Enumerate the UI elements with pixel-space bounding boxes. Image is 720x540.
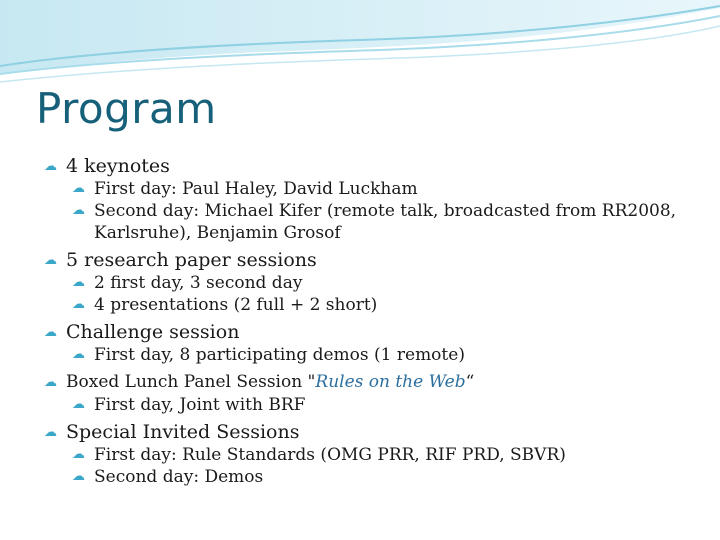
bullet-outline	[44, 150, 704, 488]
cloud-bullet-icon: ☁	[44, 425, 57, 440]
bullet-boxed-lunch-panel	[44, 370, 704, 394]
bullet-text: 4 presentations (2 full + 2 short)	[94, 295, 378, 315]
bullet-research-sessions	[44, 248, 704, 272]
cloud-bullet-icon: ☁	[72, 275, 85, 290]
bullet-special-invited	[44, 420, 704, 444]
bullet-challenge-session	[44, 320, 704, 344]
bullet-text: 2 first day, 3 second day	[94, 273, 303, 293]
bullet-demos-day	[44, 466, 704, 488]
bullet-keynote-first-day	[44, 178, 704, 200]
bullet-text: First day, 8 participating demos (1 remote)	[94, 345, 465, 365]
bullet-panel-detail	[44, 394, 704, 416]
bullet-text: Second day: Michael Kifer (remote talk, broadcasted from RR2008, Karlsruhe), Benjamin Grosof	[94, 201, 677, 243]
cloud-bullet-icon: ☁	[72, 347, 85, 362]
cloud-bullet-icon: ☁	[44, 253, 57, 268]
cloud-bullet-icon: ☁	[44, 159, 57, 174]
cloud-bullet-icon: ☁	[72, 203, 85, 218]
cloud-bullet-icon: ☁	[72, 447, 85, 462]
cloud-bullet-icon: ☁	[44, 325, 57, 340]
cloud-bullet-icon: ☁	[72, 397, 85, 412]
bullet-text: 5 research paper sessions	[66, 249, 317, 271]
bullet-text: 4 keynotes	[66, 155, 170, 177]
bullet-text: First day: Rule Standards (OMG PRR, RIF PRD, SBVR)	[94, 445, 566, 465]
bullet-keynotes	[44, 154, 704, 178]
bullet-rule-standards	[44, 444, 704, 466]
cloud-bullet-icon: ☁	[72, 297, 85, 312]
cloud-bullet-icon: ☁	[72, 469, 85, 484]
cloud-bullet-icon: ☁	[44, 375, 57, 390]
bullet-keynote-second-day	[44, 200, 704, 244]
bullet-text: Boxed Lunch Panel Session "	[66, 372, 316, 392]
bullet-session-split	[44, 272, 704, 294]
bullet-text: Challenge session	[66, 321, 240, 343]
header-wave-decoration	[0, 0, 720, 90]
bullet-text: First day, Joint with BRF	[94, 395, 306, 415]
bullet-presentations	[44, 294, 704, 316]
bullet-text: Second day: Demos	[94, 467, 264, 487]
bullet-text-closing-quote: “	[465, 372, 475, 392]
bullet-text: Special Invited Sessions	[66, 421, 300, 443]
cloud-bullet-icon: ☁	[72, 181, 85, 196]
bullet-text: First day: Paul Haley, David Luckham	[94, 179, 418, 199]
bullet-challenge-demos	[44, 344, 704, 366]
slide-title: Program	[36, 84, 217, 133]
panel-title-emphasis: Rules on the Web	[315, 372, 466, 392]
